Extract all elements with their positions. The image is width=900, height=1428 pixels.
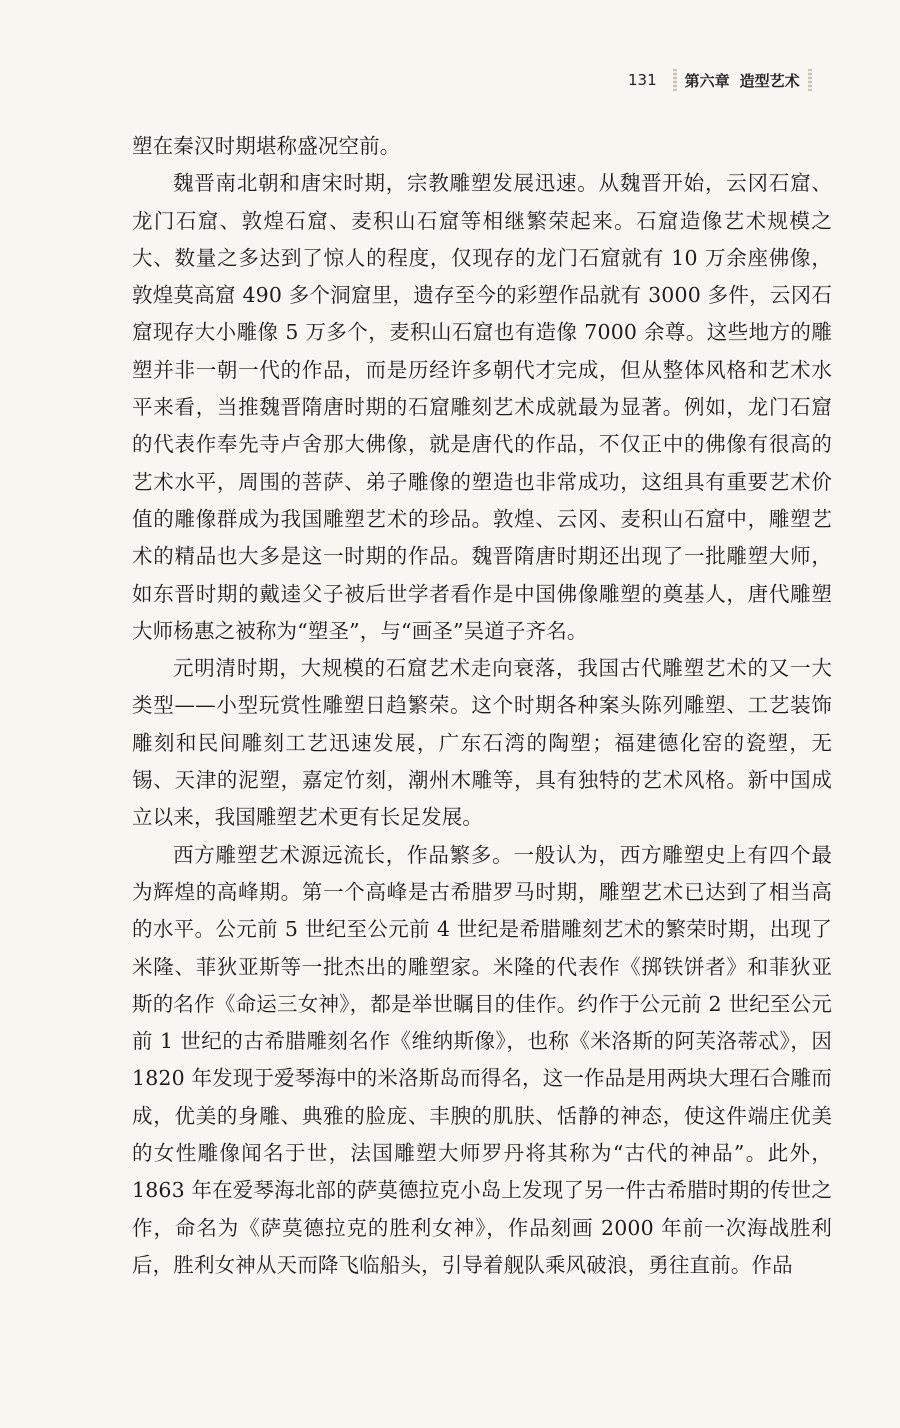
chapter-title: 造型艺术	[739, 71, 800, 90]
paragraph: 魏晋南北朝和唐宋时期，宗教雕塑发展迅速。从魏晋开始，云冈石窟、龙门石窟、敦煌石窟、麦积山石窟等相继繁荣起来。石窟造像艺术规模之大、数量之多达到了惊人的程度，仅现存的龙门石窟就有 10 万余座佛像，敦煌莫高窟 490 多个洞窟里，遗存至今的彩塑作品就有 3000 多件，云冈石窟现存大小雕像 5 万多个，麦积山石窟也有造像 7000 余尊。这些地方的雕塑并非一朝一代的作品，而是历经许多朝代才完成，但从整体风格和艺术水平来看，当推魏晋隋唐时期的石窟雕刻艺术成就最为显著。例如，龙门石窟的代表作奉先寺卢舍那大佛像，就是唐代的作品，不仅正中的佛像有很高的艺术水平，周围的菩萨、弟子雕像的塑造也非常成功，这组具有重要艺术价值的雕像群成为我国雕塑艺术的珍品。敦煌、云冈、麦积山石窟中，雕塑艺术的精品也大多是这一时期的作品。魏晋隋唐时期还出现了一批雕塑大师，如东晋时期的戴逵父子被后世学者看作是中国佛像雕塑的奠基人，唐代雕塑大师杨惠之被称为“塑圣”，与“画圣”吴道子齐名。	[132, 171, 832, 643]
page-number: 131	[628, 71, 657, 89]
paragraph-continued: 塑在秦汉时期堪称盛况空前。	[132, 134, 401, 158]
header-divider	[673, 69, 677, 91]
running-header	[628, 68, 838, 92]
body-text	[132, 128, 832, 1284]
paragraph: 元明清时期，大规模的石窟艺术走向衰落，我国古代雕塑艺术的又一大类型——小型玩赏性雕塑日趋繁荣。这个时期各种案头陈列雕塑、工艺装饰雕刻和民间雕刻工艺迅速发展，广东石湾的陶塑；福建德化窑的瓷塑，无锡、天津的泥塑，嘉定竹刻，潮州木雕等，具有独特的艺术风格。新中国成立以来，我国雕塑艺术更有长足发展。	[132, 656, 832, 830]
paragraph: 西方雕塑艺术源远流长，作品繁多。一般认为，西方雕塑史上有四个最为辉煌的高峰期。第一个高峰是古希腊罗马时期，雕塑艺术已达到了相当高的水平。公元前 5 世纪至公元前 4 世纪是希腊雕刻艺术的繁荣时期，出现了米隆、菲狄亚斯等一批杰出的雕塑家。米隆的代表作《掷铁饼者》和菲狄亚斯的名作《命运三女神》，都是举世瞩目的佳作。约作于公元前 2 世纪至公元前 1 世纪的古希腊雕刻名作《维纳斯像》，也称《米洛斯的阿芙洛蒂忒》，因 1820 年发现于爱琴海中的米洛斯岛而得名，这一作品是用两块大理石合雕而成，优美的身雕、典雅的脸庞、丰腴的肌肤、恬静的神态，使这件端庄优美的女性雕像闻名于世，法国雕塑大师罗丹将其称为“古代的神品”。此外，1863 年在爱琴海北部的萨莫德拉克小岛上发现了另一件古希腊时期的传世之作，命名为《萨莫德拉克的胜利女神》，作品刻画 2000 年前一次海战胜利后，胜利女神从天而降飞临船头，引导着舰队乘风破浪，勇往直前。作品	[132, 842, 832, 1277]
chapter-label: 第六章	[684, 71, 730, 90]
header-ornament	[808, 69, 812, 91]
